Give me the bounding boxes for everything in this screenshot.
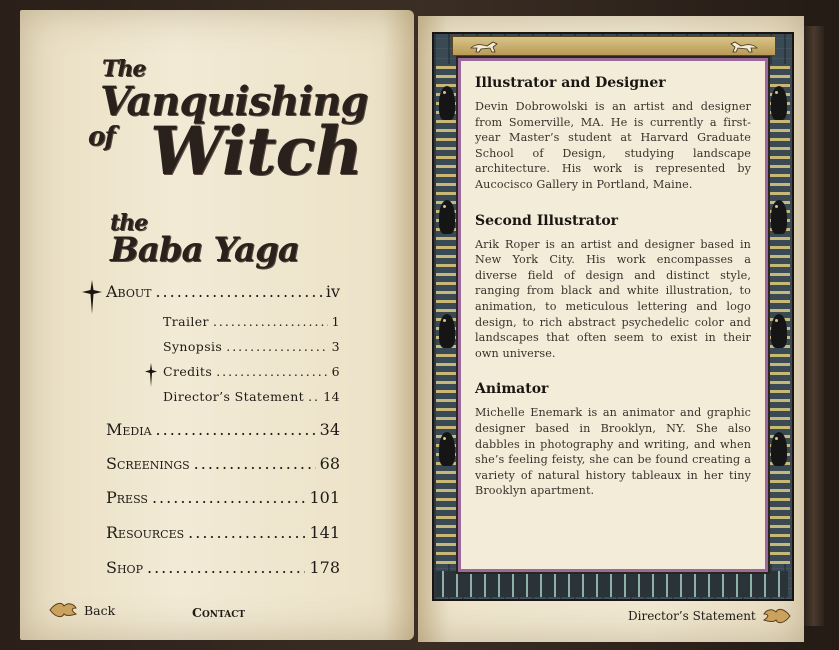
toc-press-label: Press <box>106 488 148 507</box>
toc-trailer-label: Trailer <box>163 314 209 329</box>
next-label: Director’s Statement <box>628 609 756 623</box>
current-subsection-cross-icon <box>145 363 157 387</box>
toc-about[interactable] <box>86 282 340 301</box>
toc-trailer[interactable] <box>163 314 340 329</box>
toc-resources[interactable] <box>106 523 340 542</box>
toc-directors-statement[interactable] <box>163 389 340 404</box>
title-line-baba-yaga: Baba Yaga <box>110 230 299 270</box>
credit-heading: Second Illustrator <box>475 212 619 229</box>
toc-synopsis-page: 3 <box>331 339 340 354</box>
toc-synopsis[interactable] <box>163 339 340 354</box>
toc-trailer-page: 1 <box>331 314 340 329</box>
toc-leader <box>147 558 305 577</box>
crow-icon <box>439 314 455 348</box>
back-label: Back <box>84 602 116 618</box>
crow-icon <box>439 432 455 466</box>
title-line-the: The <box>102 56 146 82</box>
toc-credits-page: 6 <box>331 364 340 379</box>
toc-about-label: About <box>106 282 152 301</box>
toc-directors-statement-label: Director’s Statement <box>163 389 305 404</box>
toc-screenings-page: 68 <box>319 454 340 473</box>
credit-body: Devin Dobrowolski is an artist and designer from Somerville, MA. He is currently a first-year Master’s student at Harvard Graduate School of Design, studying landscape architecture. His work is represented by Aucocisco Gallery in Portland, Maine. <box>475 100 751 191</box>
fleur-left-arrow-icon <box>48 600 78 620</box>
toc-leader <box>188 523 305 542</box>
toc-leader <box>216 364 327 379</box>
title-line-witch: Witch <box>150 112 362 190</box>
toc-media-label: Media <box>106 420 152 439</box>
toc-shop-label: Shop <box>106 558 143 577</box>
fleur-right-arrow-icon <box>762 606 792 626</box>
toc-screenings[interactable] <box>106 454 340 473</box>
crow-icon <box>771 200 787 234</box>
toc-directors-statement-page: 14 <box>323 389 340 404</box>
horse-icon <box>467 38 507 54</box>
contact-link[interactable]: Contact <box>192 605 246 620</box>
toc-credits-label: Credits <box>163 364 213 379</box>
toc-shop-page: 178 <box>309 558 340 577</box>
credit-body: Michelle Enemark is an animator and graphic designer based in Brooklyn, NY. She also dabbles in photography and writing, and when she’s feeling feisty, she can be found creating a variety of natural history tableaux in her tiny Brooklyn apartment. <box>475 406 751 498</box>
crow-icon <box>771 314 787 348</box>
credits-panel <box>458 58 768 572</box>
crow-icon <box>771 432 787 466</box>
title-line-the-2: the <box>110 210 148 236</box>
toc-media[interactable] <box>106 420 340 439</box>
horse-icon <box>721 38 761 54</box>
toc-leader <box>155 282 321 301</box>
next-page-button[interactable] <box>628 606 792 626</box>
crow-icon <box>439 200 455 234</box>
toc-leader <box>213 314 328 329</box>
book-cover-edge <box>804 26 824 626</box>
title-line-vanquishing: Vanquishing <box>100 78 368 125</box>
toc-leader <box>226 339 327 354</box>
toc-leader <box>194 454 316 473</box>
toc-screenings-label: Screenings <box>106 454 190 473</box>
credit-heading: Animator <box>475 381 549 398</box>
credit-heading: Illustrator and Designer <box>475 75 666 91</box>
back-button[interactable] <box>48 600 115 620</box>
title-line-of: of <box>88 122 115 152</box>
crow-icon <box>771 86 787 120</box>
toc-shop[interactable] <box>106 558 340 577</box>
frame-bottom-band <box>436 571 788 597</box>
toc-credits[interactable] <box>163 364 340 379</box>
toc-leader <box>308 389 319 404</box>
credit-body: Arik Roper is an artist and designer based in New York City. His work encompasses a diverse field of design and distinct style, ranging from black and white illustration, to animation, to meticulous lettering and logo design, to rich abstract psychedelic color and landscapes that often seem to exist in their own universe. <box>475 237 751 360</box>
toc-resources-label: Resources <box>106 523 185 542</box>
frame-top-band <box>452 36 776 56</box>
credits-content <box>475 75 751 519</box>
crow-icon <box>439 86 455 120</box>
toc-media-page: 34 <box>319 420 340 439</box>
toc-about-page: iv <box>325 282 340 301</box>
toc-leader <box>152 488 305 507</box>
toc-leader <box>156 420 316 439</box>
toc-synopsis-label: Synopsis <box>163 339 223 354</box>
book-title <box>80 50 368 270</box>
toc-resources-page: 141 <box>309 523 340 542</box>
toc-press[interactable] <box>106 488 340 507</box>
toc-press-page: 101 <box>309 488 340 507</box>
